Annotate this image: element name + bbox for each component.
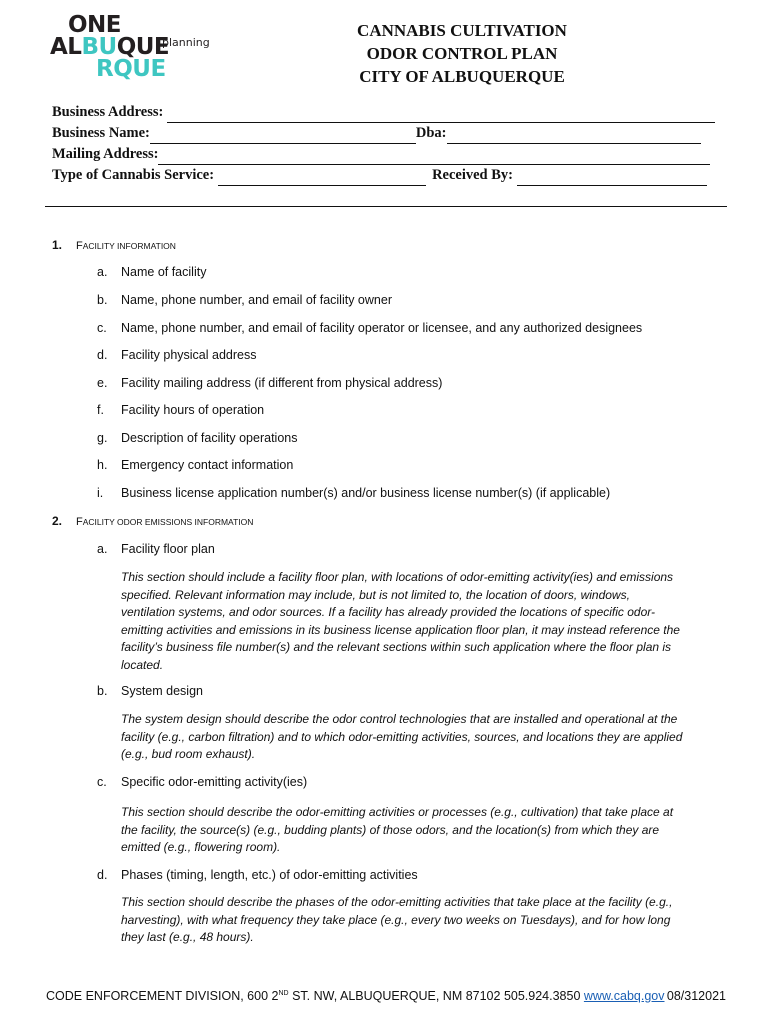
logo-line-1: ONE <box>68 12 122 38</box>
section-2-heading: 2. FACILITY ODOR EMISSIONS INFORMATION <box>52 514 254 528</box>
dba-blank[interactable] <box>447 129 701 144</box>
document-title: CANNABIS CULTIVATION ODOR CONTROL PLAN CITY OF ALBUQUERQUE <box>357 21 567 86</box>
business-address-blank[interactable] <box>167 108 715 123</box>
list-item: d. Phases (timing, length, etc.) of odor-emitting activities <box>97 868 418 882</box>
logo-line-3: RQUE <box>96 56 166 82</box>
list-item: a. Name of facility <box>97 265 207 279</box>
list-item: d. Facility physical address <box>97 348 257 362</box>
list-item: i. Business license application number(s) and/or business license number(s) (if applicable) <box>97 486 611 500</box>
website-link[interactable]: www.cabq.gov <box>583 989 665 1003</box>
header-fields <box>52 102 722 186</box>
guidance-note: This section should describe the phases of the odor-emitting activities that take place at the facility (e.g., harvesting), with what frequency they take place (e.g., every two weeks on Tuesdays), and for how long they last (e.g., 48 hours). <box>121 895 673 945</box>
list-item: h. Emergency contact information <box>97 458 294 472</box>
logo-line-2: ALBUQUE <box>50 34 170 60</box>
guidance-note: This section should describe the odor-emitting activities or processes (e.g., cultivation) that take place at the facility, the source(s) (e.g., budding plants) of those odors, and the location(s) from which they are emitted (e.g., flowering room). <box>121 805 674 855</box>
mailing-address-line: Mailing Address: <box>52 144 722 165</box>
business-name-line: Business Name: Dba: <box>52 123 722 144</box>
mailing-address-blank[interactable] <box>158 150 710 165</box>
guidance-note: The system design should describe the odor control technologies that are installed and operational at the facility (e.g., carbon filtration) and to which odor-emitting activities, sources, and locations they are applied (e.g., bud room exhaust). <box>121 712 683 762</box>
logo-tagline: planning <box>162 36 210 49</box>
list-item: f. Facility hours of operation <box>97 403 265 417</box>
list-item: c. Name, phone number, and email of facility operator or licensee, and any authorized designees <box>97 321 643 335</box>
business-address-line: Business Address: <box>52 102 722 123</box>
list-item: e. Facility mailing address (if different from physical address) <box>97 376 443 390</box>
service-type-blank[interactable] <box>218 171 426 186</box>
list-item: a. Facility floor plan <box>97 542 215 556</box>
page-footer: CODE ENFORCEMENT DIVISION, 600 2ND ST. NW, ALBUQUERQUE, NM 87102 505.924.3850 www.cabq.gov 08/312021 <box>46 989 726 1003</box>
list-item: b. System design <box>97 684 203 698</box>
one-albuquerque-logo <box>50 12 220 82</box>
section-1-heading: 1. FACILITY INFORMATION <box>52 238 176 252</box>
header-divider <box>45 206 727 207</box>
service-type-line: Type of Cannabis Service: Received By: <box>52 165 722 186</box>
guidance-note: This section should include a facility floor plan, with locations of odor-emitting activity(ies) and emissions specified. Relevant information may include, but is not limited to, the location of doors, windows, ventilation systems, and odor sources. If a facility has already provided the locations of specific odor- emitting activities and emissions in its business license application floor plan, it may instead reference the facility’s business file number(s) and the relevant sections within such application where the floor plan is located. <box>121 570 680 672</box>
list-item: g. Description of facility operations <box>97 431 298 445</box>
list-item: c. Specific odor-emitting activity(ies) <box>97 775 308 789</box>
list-item: b. Name, phone number, and email of facility owner <box>97 293 392 307</box>
business-name-blank[interactable] <box>150 129 416 144</box>
received-by-blank[interactable] <box>517 171 707 186</box>
revision-date: 08/312021 <box>666 989 726 1003</box>
